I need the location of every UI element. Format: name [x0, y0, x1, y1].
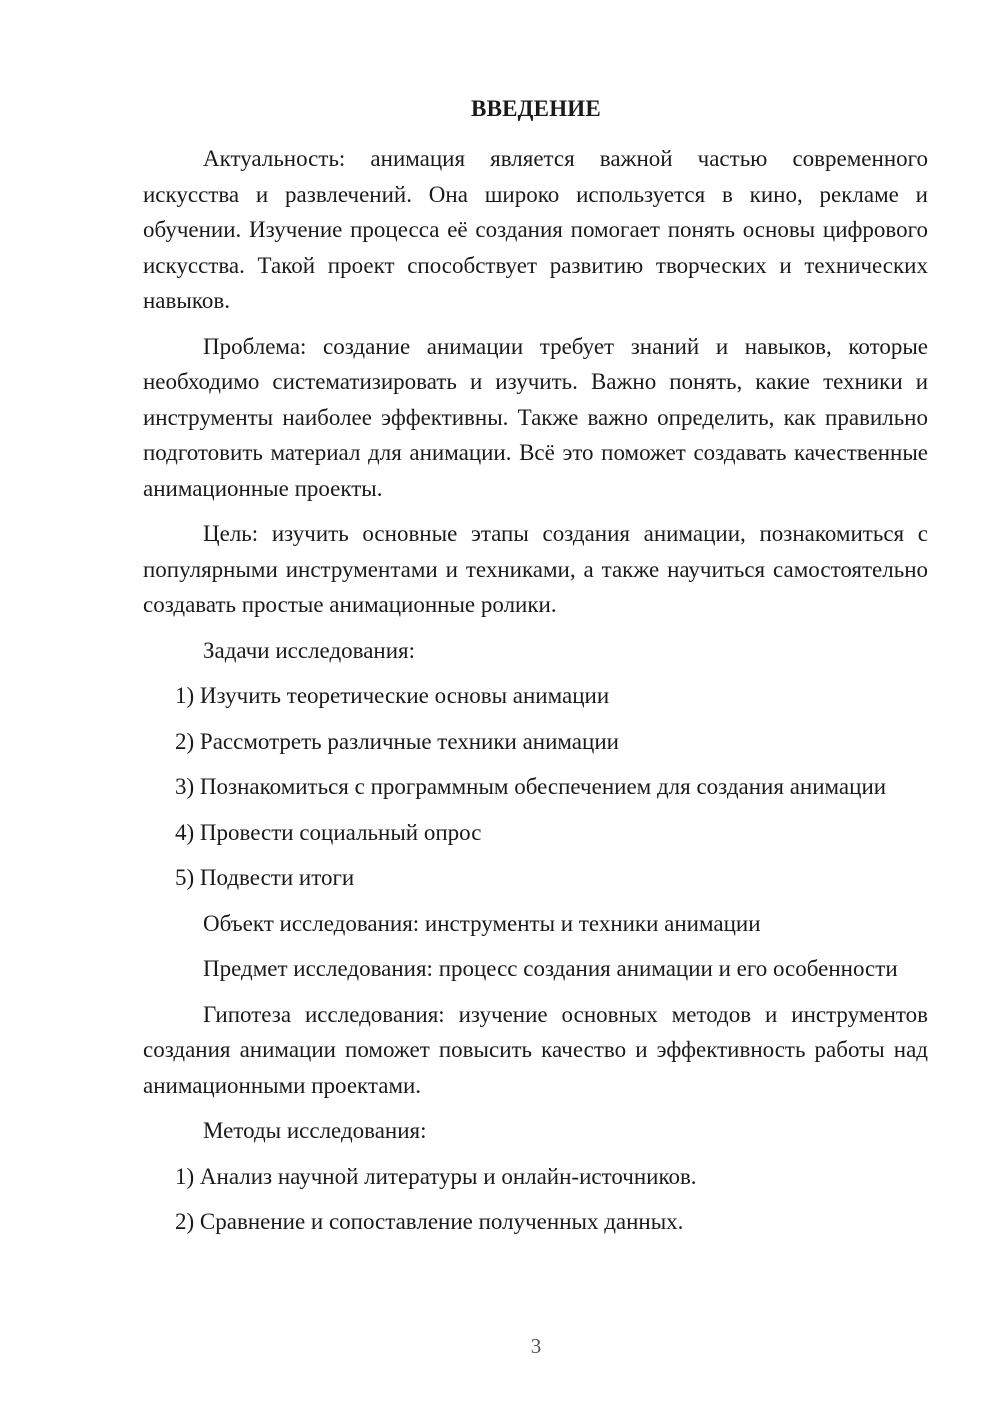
relevance-paragraph: Актуальность: анимация является важной частью современного искусства и развлечений. Она широко используется в кино, рекламе и обучении. Изучение процесса её создания помогает понять основы цифрового искусства. Такой проект способствует развитию творческих и технических навыков.	[143, 146, 928, 313]
tasks-title: Задачи исследования:	[203, 637, 416, 663]
problem-paragraph: Проблема: создание анимации требует знаний и навыков, которые необходимо систематизировать и изучить. Важно понять, какие техники и инструменты наиболее эффективны. Также важно определить, как правильно подготовить материал для анимации. Всё это поможет создавать качественные анимационные проекты.	[143, 333, 928, 501]
task-item-3: 3) Познакомиться с программным обеспечением для создания анимации	[175, 774, 887, 799]
task-item-5: 5) Подвести итоги	[175, 865, 355, 890]
methods-title: Методы исследования:	[203, 1118, 427, 1143]
section-heading: ВВЕДЕНИЕ	[471, 96, 601, 121]
subject-paragraph: Предмет исследования: процесс создания анимации и его особенности	[203, 956, 898, 981]
goal-paragraph: Цель: изучить основные этапы создания анимации, познакомиться с популярными инструментами и техниками, а также научиться самостоятельно создавать простые анимационные ролики.	[143, 521, 928, 617]
task-item-4: 4) Провести социальный опрос	[175, 819, 482, 845]
page-number: 3	[530, 1334, 542, 1358]
object-paragraph: Объект исследования: инструменты и техники анимации	[203, 910, 761, 936]
hypothesis-paragraph: Гипотеза исследования: изучение основных методов и инструментов создания анимации поможет повысить качество и эффективность работы над анимационными проектами.	[143, 1001, 928, 1098]
task-item-1: 1) Изучить теоретические основы анимации	[175, 683, 610, 708]
body-text	[143, 141, 928, 1240]
method-item-2: 2) Сравнение и сопоставление полученных данных.	[175, 1209, 684, 1234]
task-item-2: 2) Рассмотреть различные техники анимации	[175, 728, 619, 754]
method-item-1: 1) Анализ научной литературы и онлайн-источников.	[175, 1163, 697, 1189]
